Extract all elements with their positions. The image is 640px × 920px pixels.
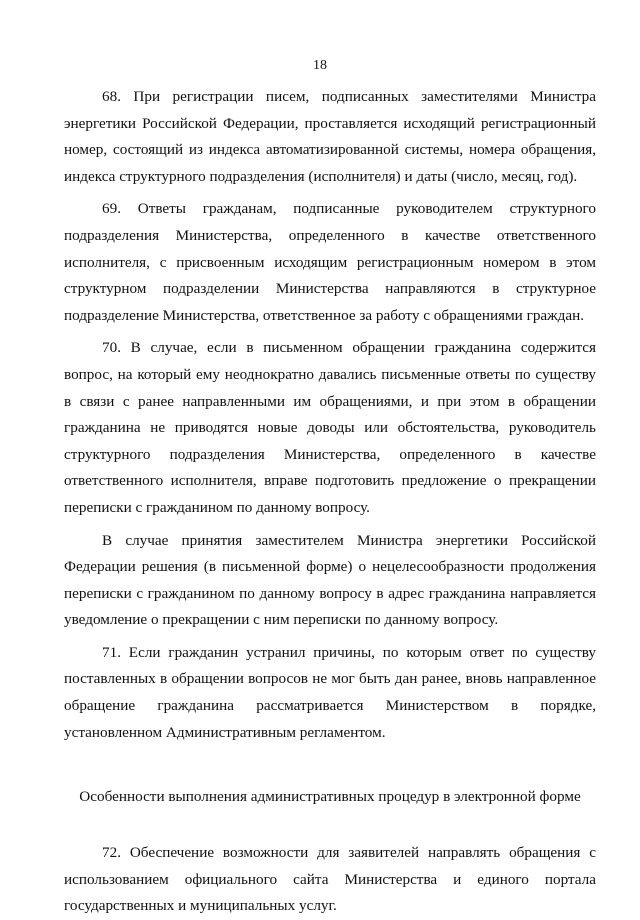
- paragraph-70: 70. В случае, если в письменном обращении гражданина содержится вопрос, на который ему неоднократно давались письменные ответы по существу в связи с ранее направленными им обращениями, и при этом в обращении гражданина не приводятся новые доводы или обстоятельства, руководитель структурного подразделения Министерства, определенного в качестве ответственного исполнителя, вправе подготовить предложение о прекращении переписки с гражданином по данному вопросу.: [64, 339, 596, 516]
- section-heading: Особенности выполнения административных процедур в электронной форме: [79, 788, 581, 806]
- paragraph-69: 69. Ответы гражданам, подписанные руководителем структурного подразделения Министерства, определенного в качестве ответственного исполнителя, с присвоенным исходящим регистрационным номером в этом структурном подразделении Министерства направляются в структурное подразделение Министерства, ответственное за работу с обращениями граждан.: [64, 200, 596, 324]
- paragraph-72: 72. Обеспечение возможности для заявителей направлять обращения с использованием официального сайта Министерства и единого портала государственных и муниципальных услуг.: [64, 844, 596, 915]
- paragraph-70-continuation: В случае принятия заместителем Министра энергетики Российской Федерации решения (в письменной форме) о нецелесообразности продолжения переписки с гражданином по данному вопросу в адрес гражданина направляется уведомление о прекращении с ним переписки по данному вопросу.: [64, 531, 596, 629]
- document-body: [64, 84, 596, 920]
- paragraph-68: 68. При регистрации писем, подписанных заместителями Министра энергетики Российской Федерации, проставляется исходящий регистрационный номер, состоящий из индекса автоматизированной системы, номера обращения, индекса структурного подразделения (исполнителя) и даты (число, месяц, год).: [64, 88, 596, 185]
- paragraph-71: 71. Если гражданин устранил причины, по которым ответ по существу поставленных в обращении вопросов не мог быть дан ранее, вновь направленное обращение гражданина рассматривается Министерством в порядке, установленном Административным регламентом.: [64, 643, 596, 741]
- page-number: 18: [313, 58, 327, 73]
